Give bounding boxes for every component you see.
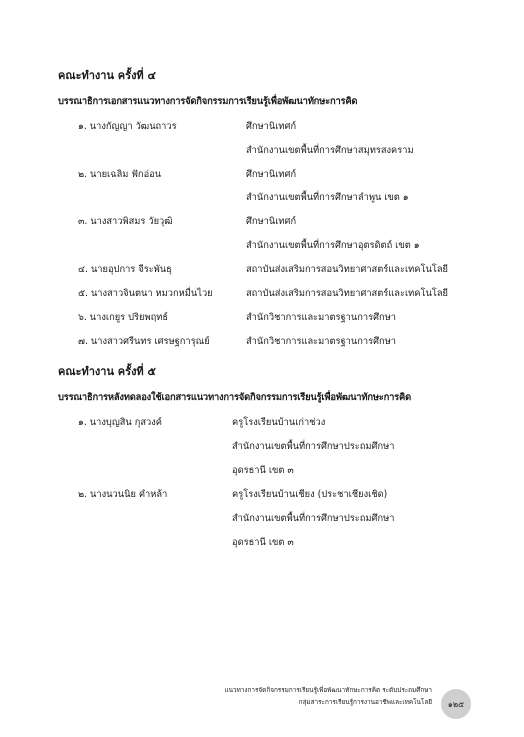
section-4-heading: คณะทำงาน ครั้งที่ ๔ bbox=[58, 69, 156, 82]
member-office: สำนักงานเขตพื้นที่การศึกษาลำพูน เขต ๑ bbox=[246, 192, 409, 203]
member-office: สำนักงานเขตพื้นที่การศึกษาประถมศึกษา bbox=[232, 513, 395, 524]
member-role: ครูโรงเรียนบ้านเก่าช่วง bbox=[232, 417, 326, 428]
member-office: สำนักวิชาการและมาตรฐานการศึกษา bbox=[246, 336, 396, 347]
member-office-area: อุดรธานี เขต ๓ bbox=[232, 537, 294, 548]
section-4-subheading: บรรณาธิการเอกสารแนวทางการจัดกิจกรรมการเรียนรู้เพื่อพัฒนาทักษะการคิด bbox=[58, 96, 358, 107]
member-office: สำนักงานเขตพื้นที่การศึกษาอุตรดิตถ์ เขต ๑ bbox=[246, 240, 420, 251]
member-role: ศึกษานิเทศก์ bbox=[246, 169, 297, 180]
member-role: ครูโรงเรียนบ้านเชียง (ประชาเชียงเชิด) bbox=[232, 489, 388, 500]
member-name: ๖. นางเกยูร ปริยพฤทธ์ bbox=[78, 312, 169, 323]
member-name: ๒. นางนวนนิย คำหล้า bbox=[78, 489, 168, 500]
member-name: ๕. นางสาวจินตนา หมวกหมื่นไวย bbox=[78, 288, 213, 299]
member-name: ๓. นางสาวพิสมร วัยวุฒิ bbox=[78, 216, 173, 227]
page-number: ๑๒๕ bbox=[447, 699, 465, 709]
footer-subject-group: กลุ่มสาระการเรียนรู้การงานอาชีพและเทคโนโลยี bbox=[298, 698, 432, 706]
footer-book-title: แนวทางการจัดกิจกรรมการเรียนรู้เพื่อพัฒนาทักษะการคิด ระดับประถมศึกษา bbox=[224, 686, 432, 694]
member-name: ๗. นางสาวศรีนทร เศรษฐการุณย์ bbox=[78, 336, 210, 347]
page-number-badge bbox=[441, 689, 471, 719]
member-office: สถาบันส่งเสริมการสอนวิทยาศาสตร์และเทคโนโลยี bbox=[246, 264, 448, 275]
member-office-area: อุดรธานี เขต ๓ bbox=[232, 465, 294, 476]
member-office: สำนักงานเขตพื้นที่การศึกษาสมุทรสงคราม bbox=[246, 145, 414, 156]
member-role: ศึกษานิเทศก์ bbox=[246, 121, 297, 132]
member-office: สำนักงานเขตพื้นที่การศึกษาประถมศึกษา bbox=[232, 441, 395, 452]
section-5-subheading: บรรณาธิการหลังทดลองใช้เอกสารแนวทางการจัดกิจกรรมการเรียนรู้เพื่อพัฒนาทักษะการคิด bbox=[58, 392, 411, 403]
member-name: ๒. นายเฉลิม ฟักอ่อน bbox=[78, 169, 162, 180]
member-name: ๔. นายอุปการ จีระพันธุ bbox=[78, 264, 172, 275]
member-office: สถาบันส่งเสริมการสอนวิทยาศาสตร์และเทคโนโลยี bbox=[246, 288, 448, 299]
member-office: สำนักวิชาการและมาตรฐานการศึกษา bbox=[246, 312, 396, 323]
member-name: ๑. นางบุญสิน กุสวงค์ bbox=[78, 417, 163, 428]
member-name: ๑. นางกัญญา วัฒนถาวร bbox=[78, 121, 177, 132]
member-role: ศึกษานิเทศก์ bbox=[246, 216, 297, 227]
section-5-heading: คณะทำงาน ครั้งที่ ๕ bbox=[58, 365, 156, 378]
